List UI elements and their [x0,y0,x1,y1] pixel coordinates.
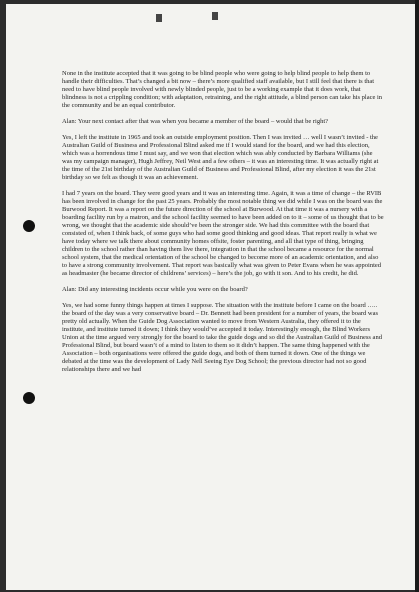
paragraph: Yes, I left the institute in 1965 and took an outside employment position. Then I was invited … well I wasn’t invited - the Australian Guild of Business and Professional Blind asked me if I would stand for the board, and we had this election, which was a horrendous time I must say, and we won that election which was ably conducted by Barbara Williams (she was my campaign manager), Hugh Jeffrey, Neil West and a few others – it was an interesting time. It was actually right at the time of the 21st birthday of the Australian Guild of Business and Professional Blind, after my election it was the 21st birthday so we felt as though it was an achievement. [62,134,379,181]
punch-hole [23,392,35,404]
document-page [6,4,415,590]
paragraph: None in the institute accepted that it was going to be blind people who were going to help blind people to help them to handle their difficulties. That’s changed a bit now – there’s more qualified staff available, but I still feel that there is that need to have blind people involved with newly blinded people, just to be a working example that it does work, that blindness is not a crippling condition; with adaptation, retraining, and the right attitude, a blind person can take his place in the community and be an equal contributor. [62,70,383,109]
question: Alan: Your next contact after that was when you became a member of the board – would that be right? [62,118,329,125]
paragraph: I had 7 years on the board. They were good years and it was an interesting time. Again, it was a time of change – the RVIB has been involved in change for the past 25 years. Probably the most notable thing we did while I was on the board was the Burwood Report. It was a report on the future direction of the school at Burwood. At that time it was a nursery with a boarding facility run by a matron, and the school facility seemed to have been added on to it – some of us thought that to be wrong, we thought that the academic side should’ve been the stronger side. We had this committee with the board that consisted of, when I think back, of some guys who had some good thinking and good ideas. That report really is what we have today where we talk there about community homes offsite, foster parenting, and all that type of thing, bringing children to the school rather than having them live there, integration in that the school became a resource for the normal school system, that the medical orientation of the school be changed to become more of an academic orientation, and also to have a strong community involvement. That report was basically what was given to Peter Evans when he was appointed as headmaster (he became director of childrens’ services) – here’s the job, go with it son. And to his credit, he did. [62,190,384,277]
paragraph: Yes, we had some funny things happen at times I suppose. The situation with the institute before I came on the board ….. the board of the day was a very conservative board – Dr. Bennett had been president for a number of years, the board was pretty old actually. When the Guide Dog Association wanted to move from Western Australia, they offered it to the institute, and institute turned it down; I think they would’ve accepted it today. Interestingly enough, the Blind Workers Union at the time argued very strongly for the board to take the guide dogs and so did the Australian Guild of Business and Professional Blind, but board wasn’t of a mind to listen to them so it didn’t happen. The same thing happened with the Association – both organisations were offered the guide dogs, and both of them turned it down. One of the things we debated at the time was the development of Lady Nell Seeing Eye Dog School; the previous director had not so good relationships there and we had [62,302,382,373]
scan-mark [156,14,162,22]
question: Alan: Did any interesting incidents occur while you were on the board? [62,286,248,293]
scan-edge [415,0,419,592]
scan-mark [212,12,218,20]
transcript-body [62,70,384,382]
punch-hole [23,220,35,232]
